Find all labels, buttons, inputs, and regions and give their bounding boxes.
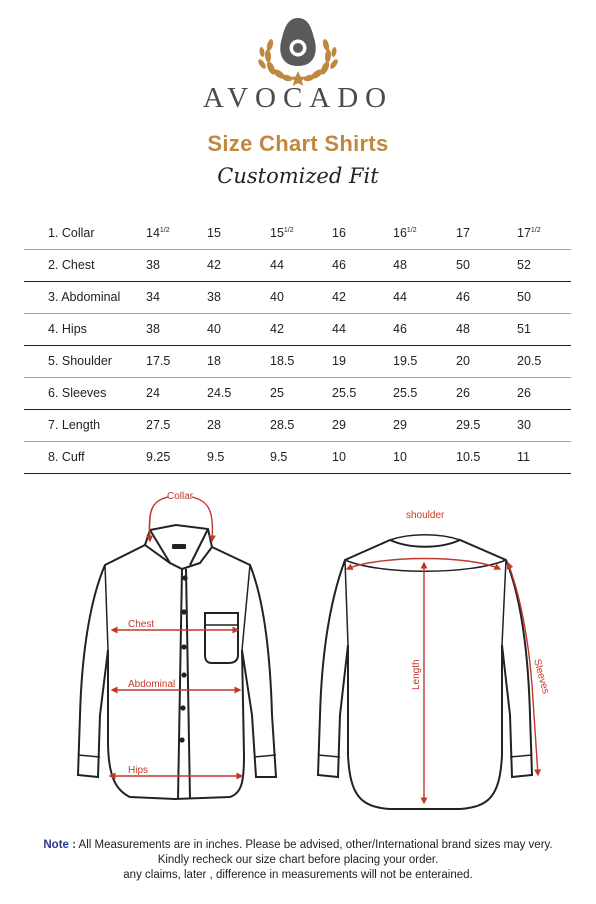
back-shirt-drawing (318, 535, 532, 809)
note-line-1: All Measurements are in inches. Please be advised, other/International brand sizes may very. (75, 839, 553, 851)
cell-value: 40 (270, 290, 284, 304)
cell-value: 19 (332, 354, 346, 368)
table-cell (146, 290, 160, 304)
table-cell (207, 354, 221, 368)
note-line-2: Kindly recheck our size chart before placing your order. (157, 854, 439, 866)
cell-value: 9.5 (207, 450, 225, 464)
table-cell (456, 450, 480, 464)
sleeves-label: Sleeves (531, 657, 551, 696)
cell-value: 46 (332, 258, 346, 272)
cell-value: 38 (207, 290, 221, 304)
row-label: 2. Chest (48, 258, 95, 272)
cell-value: 10 (332, 450, 346, 464)
table-cell (517, 354, 541, 368)
cell-value: 20 (456, 354, 470, 368)
note-prefix: Note : (43, 839, 76, 851)
note-line-3: any claims, later , difference in measurements will not be enterained. (123, 869, 473, 881)
abdominal-label: Abdominal (128, 679, 176, 690)
table-cell (207, 386, 231, 400)
hips-label: Hips (128, 765, 149, 776)
note-text (0, 838, 596, 883)
cell-fraction: 1/2 (159, 226, 170, 234)
table-cell (393, 418, 407, 432)
cell-fraction: 1/2 (406, 226, 417, 234)
table-cell (517, 418, 531, 432)
cell-value: 18.5 (270, 354, 295, 368)
table-cell (207, 322, 221, 336)
table-cell (270, 322, 284, 336)
table-row (24, 314, 571, 346)
table-cell (517, 322, 531, 336)
table-cell (146, 386, 160, 400)
table-cell (393, 258, 407, 272)
table-cell (517, 450, 530, 464)
table-cell (270, 226, 294, 240)
cell-value: 42 (270, 322, 284, 336)
cell-value: 9.5 (270, 450, 288, 464)
chest-label: Chest (128, 619, 155, 630)
cell-value: 25 (270, 386, 284, 400)
table-cell (456, 386, 470, 400)
cell-value: 42 (207, 258, 221, 272)
table-cell (332, 258, 346, 272)
cell-value: 52 (517, 258, 531, 272)
size-table (24, 218, 571, 474)
table-cell (393, 322, 407, 336)
table-cell (332, 450, 346, 464)
cell-value: 26 (456, 386, 470, 400)
cell-value: 24.5 (207, 386, 232, 400)
table-cell (517, 386, 531, 400)
cell-value: 46 (456, 290, 470, 304)
table-cell (207, 290, 221, 304)
table-cell (270, 258, 284, 272)
cell-value: 18 (207, 354, 221, 368)
table-cell (146, 418, 170, 432)
cell-value: 15 (207, 226, 221, 240)
cell-value: 16 (332, 226, 346, 240)
page-title: Size Chart Shirts (207, 131, 389, 156)
row-label: 8. Cuff (48, 450, 85, 464)
table-cell (146, 354, 170, 368)
table-cell (146, 258, 160, 272)
row-label: 1. Collar (48, 226, 95, 240)
page-subtitle: Customized Fit (217, 164, 379, 188)
table-cell (207, 258, 221, 272)
cell-value: 44 (270, 258, 284, 272)
table-cell (332, 226, 346, 240)
table-cell (270, 354, 294, 368)
cell-value: 29.5 (456, 418, 481, 432)
cell-value: 26 (517, 386, 531, 400)
table-cell (332, 418, 346, 432)
table-cell (393, 226, 417, 240)
cell-value: 17.5 (146, 354, 171, 368)
shoulder-label: shoulder (406, 510, 445, 521)
table-cell (517, 258, 531, 272)
table-cell (393, 354, 417, 368)
table-cell (517, 290, 531, 304)
cell-value: 48 (456, 322, 470, 336)
row-label: 4. Hips (48, 322, 87, 336)
table-row (24, 282, 571, 314)
length-label: Length (411, 659, 422, 690)
table-cell (517, 226, 541, 240)
table-cell (332, 354, 346, 368)
cell-value: 9.25 (146, 450, 171, 464)
table-row (24, 410, 571, 442)
table-cell (146, 450, 170, 464)
cell-value: 30 (517, 418, 531, 432)
table-cell (270, 386, 284, 400)
table-cell (332, 322, 346, 336)
cell-value: 38 (146, 322, 160, 336)
cell-value: 44 (332, 322, 346, 336)
cell-value: 25.5 (393, 386, 418, 400)
table-row (24, 218, 571, 250)
table-row (24, 346, 571, 378)
front-shirt-drawing (78, 525, 276, 799)
table-row (24, 442, 571, 474)
cell-value: 25.5 (332, 386, 357, 400)
row-label: 7. Length (48, 418, 101, 432)
cell-fraction: 1/2 (530, 226, 541, 234)
table-cell (393, 450, 407, 464)
cell-value: 44 (393, 290, 407, 304)
table-cell (207, 450, 224, 464)
table-cell (146, 322, 160, 336)
cell-value: 34 (146, 290, 160, 304)
cell-value: 14 (146, 226, 160, 240)
cell-fraction: 1/2 (283, 226, 294, 234)
brand-name: AVOCADO (202, 82, 394, 114)
cell-value: 50 (456, 258, 470, 272)
cell-value: 15 (270, 226, 284, 240)
cell-value: 48 (393, 258, 407, 272)
table-cell (332, 386, 356, 400)
cell-value: 24 (146, 386, 160, 400)
table-cell (270, 418, 294, 432)
row-label: 5. Shoulder (48, 354, 112, 368)
cell-value: 19.5 (393, 354, 418, 368)
cell-value: 42 (332, 290, 346, 304)
cell-value: 20.5 (517, 354, 542, 368)
cell-value: 29 (332, 418, 346, 432)
table-cell (270, 450, 287, 464)
cell-value: 38 (146, 258, 160, 272)
table-cell (456, 226, 470, 240)
cell-value: 16 (393, 226, 407, 240)
table-cell (456, 290, 470, 304)
cell-value: 28.5 (270, 418, 295, 432)
table-cell (393, 290, 407, 304)
table-cell (393, 386, 417, 400)
cell-value: 50 (517, 290, 531, 304)
cell-value: 51 (517, 322, 531, 336)
row-label: 6. Sleeves (48, 386, 107, 400)
cell-value: 46 (393, 322, 407, 336)
table-cell (456, 258, 470, 272)
cell-value: 29 (393, 418, 407, 432)
collar-label: Collar (167, 491, 194, 502)
table-cell (270, 290, 284, 304)
cell-value: 27.5 (146, 418, 171, 432)
table-cell (456, 418, 480, 432)
table-row (24, 378, 571, 410)
row-label: 3. Abdominal (48, 290, 121, 304)
table-row (24, 250, 571, 282)
table-cell (207, 418, 221, 432)
table-cell (207, 226, 221, 240)
cell-value: 28 (207, 418, 221, 432)
table-cell (332, 290, 346, 304)
table-cell (456, 322, 470, 336)
cell-value: 17 (456, 226, 470, 240)
table-cell (146, 226, 170, 240)
cell-value: 40 (207, 322, 221, 336)
cell-value: 10 (393, 450, 407, 464)
table-cell (456, 354, 470, 368)
cell-value: 11 (517, 450, 530, 464)
shirt-measurement-diagram (0, 485, 596, 825)
cell-value: 17 (517, 226, 531, 240)
cell-value: 10.5 (456, 450, 481, 464)
